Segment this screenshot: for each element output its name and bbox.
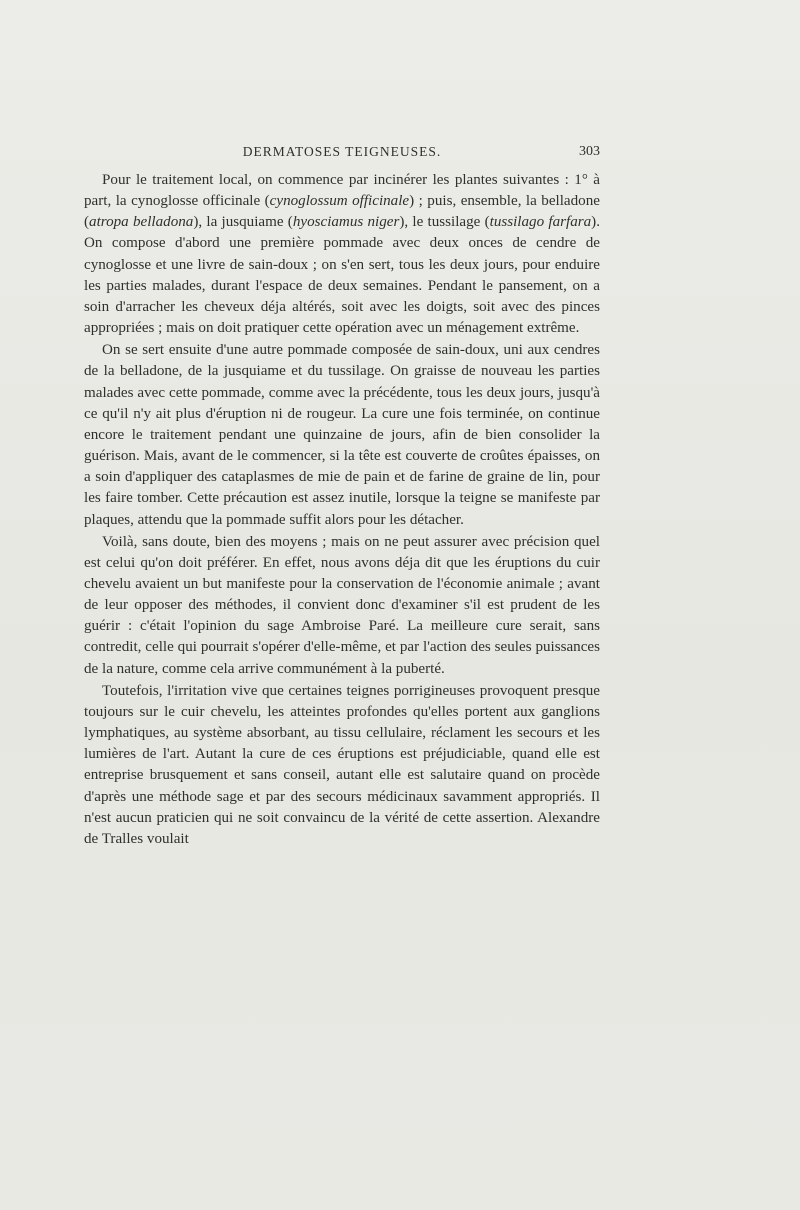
paragraph-1-text-g: ), le tussilage ( — [399, 214, 490, 231]
paragraph-3: Voilà, sans doute, bien des moyens ; mais on ne peut assurer avec précision quel est celui qu'on doit préférer. En effet, nous avons déja dit que les éruptions du cuir chevelu avaient un but manifeste pour la conservation de l'économie animale ; avant de leur opposer des méthodes, il convient donc d'examiner s'il est prudent de les guérir : c'était l'opinion du sage Ambroise Paré. La meilleure cure serait, sans contredit, celle qui pourrait s'opérer d'elle-même, et par l'action des seules puissances de la nature, comme cela arrive communément à la puberté. — [84, 533, 600, 677]
paragraph-1-term-cynoglossum: cynoglossum officinale — [269, 193, 410, 210]
paragraph-1-term-hyosciamus: hyosciamus niger — [292, 214, 400, 231]
paragraph-1-text-e: ), la jusquiame ( — [193, 214, 293, 231]
page-number: 303 — [579, 144, 600, 159]
paragraph-1 — [84, 170, 600, 339]
paragraph-4: Toutefois, l'irritation vive que certaines teignes porrigineuses provoquent presque toujours sur le cuir chevelu, les atteintes profondes qu'elles portent aux ganglions lymphatiques, au système absorbant, au tissu cellulaire, réclament les secours et les lumières de l'art. Autant la cure de ces éruptions est préjudiciable, quand elle est entreprise brusquement et sans conseil, autant elle est salutaire quand on procède d'après une méthode sage et par des secours médicinaux savamment appropriés. Il n'est aucun praticien qui ne soit convaincu de la vérité de cette assertion. Alexandre de Tralles voulait — [84, 682, 600, 847]
paragraph-2: On se sert ensuite d'une autre pommade composée de sain-doux, uni aux cendres de la belladone, de la jusquiame et du tussilage. On graisse de nouveau les parties malades avec cette pommade, comme avec la précédente, tous les deux jours, jusqu'à ce qu'il n'y ait plus d'éruption ni de rougeur. La cure une fois terminée, on continue encore le traitement pendant une quinzaine de jours, afin de bien consolider la guérison. Mais, avant de le commencer, si la tête est couverte de croûtes épaisses, on a soin d'appliquer des cataplasmes de mie de pain et de farine de graine de lin, pour les faire tomber. Cette précaution est assez inutile, lorsque la teigne se manifeste par plaques, attendu que la pommade suffit alors pour les détacher. — [84, 342, 600, 528]
paragraph-1-text-a: Pour le traitement local, on commence par incinérer les plantes suivantes : 1° à part, la cynoglosse officinale ( — [84, 172, 600, 210]
paragraph-1-term-tussilago: tussilago farfara — [489, 214, 592, 231]
running-head — [84, 144, 600, 164]
text-block — [84, 170, 600, 850]
running-title: DERMATOSES TEIGNEUSES. — [242, 144, 442, 159]
paragraph-1-text-i: ). On compose d'abord une première pommade avec deux onces de cendre de cynoglosse et une livre de sain-doux ; on s'en sert, tous les deux jours, pour enduire les parties malades, durant l'espace de deux semaines. Pendant le pansement, on a soin d'arracher les cheveux déja altérés, soit avec les doigts, soit avec des pinces appropriées ; mais on doit pratiquer cette opération avec un ménagement extrême. — [84, 214, 600, 337]
paragraph-1-text-c: ) ; puis, ensemble, la belladone ( — [84, 193, 600, 231]
paragraph-1-term-atropa: atropa belladona — [89, 214, 194, 231]
